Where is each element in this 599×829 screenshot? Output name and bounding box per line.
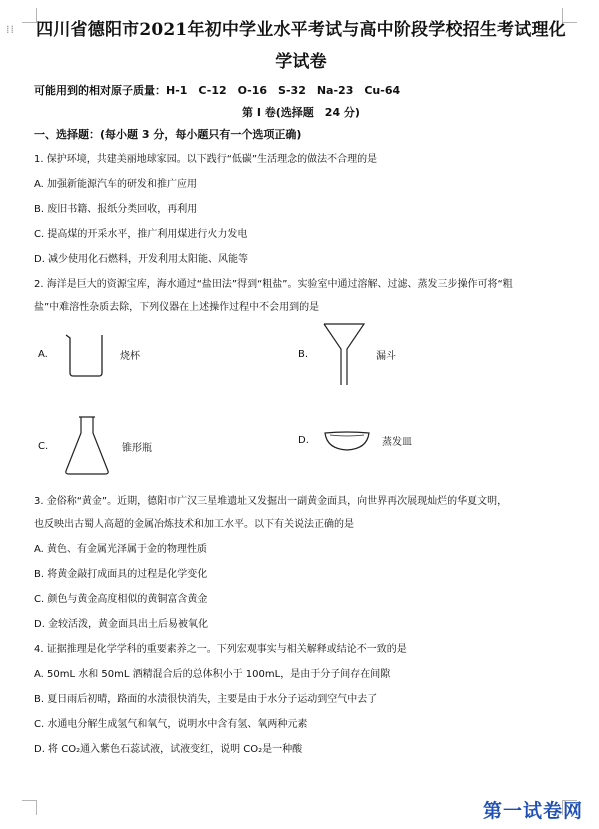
- site-watermark: 第一试卷网: [482, 800, 583, 822]
- funnel-icon: [322, 321, 366, 387]
- question-text-continued: 也反映出古蜀人高超的金属冶炼技术和加工水平。以下有关说法正确的是: [34, 519, 354, 530]
- option-label: D.: [298, 434, 309, 446]
- option-b: B. 将黄金敲打成面具的过程是化学变化: [34, 569, 208, 580]
- conical-flask-icon: [62, 415, 112, 477]
- exam-content: [34, 14, 568, 757]
- page-corner-mark: [22, 800, 37, 815]
- question-4: [34, 643, 568, 757]
- option-c: C. 提高煤的开采水平，推广利用煤进行火力发电: [34, 229, 248, 240]
- question-text: 1. 保护环境，共建美丽地球家园。以下践行“低碳”生活理念的做法不合理的是: [34, 154, 378, 165]
- option-c: C. 颜色与黄金高度相似的黄铜富含黄金: [34, 594, 208, 605]
- question-text: 2. 海洋是巨大的资源宝库，海水通过“盐田法”得到“粗盐”。实验室中通过溶解、过滤、蒸发三步操作可将“粗: [34, 279, 513, 290]
- option-a: A. 加强新能源汽车的研发和推广应用: [34, 179, 198, 190]
- option-d: D. 将 CO₂通入紫色石蕊试液，试液变红，说明 CO₂是一种酸: [34, 744, 303, 755]
- option-a: [38, 329, 140, 379]
- option-a: A. 50mL 水和 50mL 酒精混合后的总体积小于 100mL，是由于分子间存在间隙: [34, 669, 391, 680]
- exam-title-continued: 学试卷: [275, 52, 327, 72]
- apparatus-options: [34, 319, 568, 489]
- question-text: 4. 证据推理是化学学科的重要素养之一。下列宏观事实与相关解释或结论不一致的是: [34, 644, 407, 655]
- option-name: 锥形瓶: [122, 442, 152, 454]
- exam-title: 四川省德阳市2021年初中学业水平考试与高中阶段学校招生考试理化: [36, 20, 566, 40]
- evaporating-dish-icon: [322, 427, 372, 453]
- option-name: 蒸发皿: [382, 436, 412, 448]
- option-name: 漏斗: [376, 350, 396, 362]
- option-d: [298, 427, 412, 453]
- option-d: D. 金较活泼，黄金面具出土后易被氧化: [34, 619, 209, 630]
- option-c: C. 水通电分解生成氢气和氧气，说明水中含有氢、氧两种元素: [34, 719, 308, 730]
- option-b: B. 废旧书籍、报纸分类回收，再利用: [34, 204, 198, 215]
- option-label: A.: [38, 348, 48, 360]
- option-a: A. 黄色、有金属光泽属于金的物理性质: [34, 544, 208, 555]
- question-text-continued: 盐”中难溶性杂质去除，下列仪器在上述操作过程中不会用到的是: [34, 302, 320, 313]
- question-3: [34, 495, 568, 632]
- option-label: B.: [298, 348, 309, 360]
- question-text: 3. 金俗称“黄金”。近期，德阳市广汉三星堆遗址又发掘出一副黄金面具，向世界再次展现灿烂的华夏文明，: [34, 496, 508, 507]
- question-1: [34, 153, 568, 267]
- option-d: D. 减少使用化石燃料，开发利用太阳能、风能等: [34, 254, 249, 265]
- drag-handle-icon[interactable]: ⁞⁞: [6, 23, 15, 36]
- option-b: B. 夏日雨后初晴，路面的水渍很快消失，主要是由于水分子运动到空气中去了: [34, 694, 378, 705]
- beaker-icon: [62, 329, 110, 379]
- option-label: C.: [38, 440, 49, 452]
- section-title: 第 I 卷(选择题 24 分): [242, 106, 360, 119]
- option-c: [38, 415, 152, 477]
- option-name: 烧杯: [120, 350, 140, 362]
- question-2: [34, 278, 568, 489]
- part-heading: 一、选择题：(每小题 3 分，每小题只有一个选项正确): [34, 128, 302, 141]
- option-b: [298, 321, 396, 387]
- atomic-masses: 可能用到的相对原子质量：H-1 C-12 O-16 S-32 Na-23 Cu-64: [34, 84, 401, 97]
